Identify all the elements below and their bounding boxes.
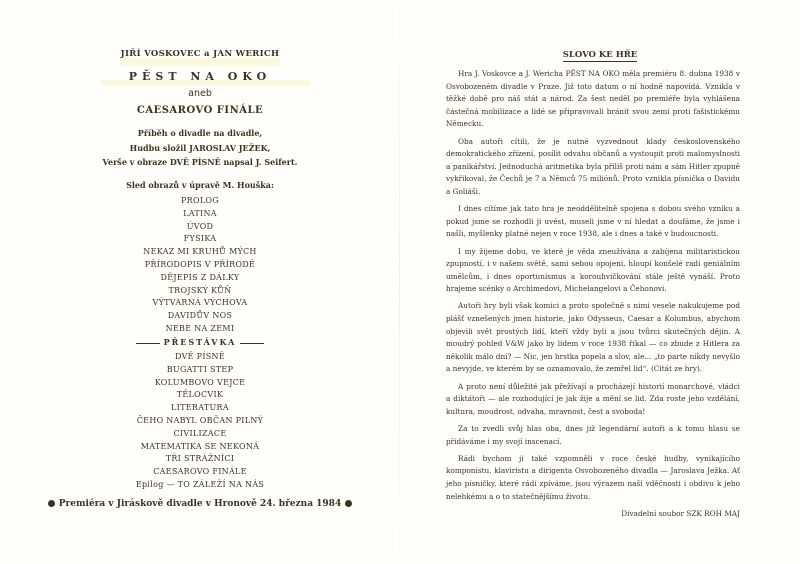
scene-item: TŘI STRÁŽNÍCI [165,454,235,464]
intermission [0,337,400,347]
scene-item: ČEHO NABYL OBČAN PILNÝ [136,415,264,425]
scenes-heading: Sled obrazů v úpravě M. Houška: [126,180,274,190]
scene-list-part1 [0,195,400,336]
section-heading [400,50,800,60]
paragraph: Rádi bychom ji také vzpomněli v roce české hudby, vynikajícího komponistu, klaviristu a dirigenta Osvobozeného divadla — Jaroslava Ježka. Ať jeho písničky, které rádi zpíváme, jsou výrazem naší vděčnosti i obdivu k jeho nelehkému a o to statečnějšímu životu. [446,453,740,501]
bullet-icon [345,500,352,507]
premiere-note [0,499,400,509]
scene-item: BUGATTI STEP [166,364,234,374]
play-subtitle: CAESAROVO FINÁLE [136,105,264,116]
scene-item: MATEMATIKA SE NEKONÁ [140,441,260,451]
credit-line: Hudbu složil JAROSLAV JEŽEK, [129,142,271,153]
scene-item: NEBE NA ZEMI [165,323,235,333]
scene-item: NEKAZ MI KRUHŮ MÝCH [143,247,257,257]
paragraph: I dnes cítíme jak tato hra je neoddělitelně spojena s dobou svého vzniku a pokud jsme se rozhodli ji uvést, museli jsme v ní hledat a doufáme, že jsme i našli, myšlenky platné nejen v roce 1938, ale i dnes a také v budoucnosti. [446,204,740,239]
right-page [400,0,800,564]
scene-item: LITERATURA [171,403,229,413]
premiere-text: Premiéra v Jiráskově divadle v Hronově 24. března 1984 [58,499,342,509]
paragraph: A proto není důležité jak přežívají a procházejí historií monarchové, vládci a diktátoři — ale rozhodující je jak žije a mění se lid. Zda roste jeho vzdělání, kultura, moudrost, odvaha, mravnost, čest a svoboda! [446,381,740,416]
bullet-icon [48,500,55,507]
scene-item: CIVILIZACE [173,428,227,438]
scene-item: PŘÍRODOPIS V PŘÍRODĚ [144,259,256,269]
scene-item: CAESAROVO FINÁLE [153,467,247,477]
credit-line: Příběh o divadle na divadle, [137,128,263,138]
divider [136,343,160,344]
scene-list-part2 [0,351,400,492]
scene-item: Epilog — TO ZÁLEŽÍ NA NÁS [135,479,265,489]
credits [0,126,400,170]
conjunction: aneb [188,88,212,99]
intermission-label: PŘESTÁVKA [163,337,237,347]
scene-item: PROLOG [180,196,220,205]
divider [240,343,264,344]
paragraph: I my žijeme dobu, ve které je věda zneužívána a zabíjena militaristickou zpupností, i v našem světě, sami sebou opojeni, hloupí konšelé radí geniálním umělcům, i dnes oportunismus a korouhvičkování stále ještě vynáší. Proto hrajeme scénky o Archimedovi, Michelangelovi a Čehonovi. [446,246,740,294]
scene-item: DVĚ PÍSNĚ [175,352,225,361]
scene-item: DAVIDŮV NOS [167,311,233,321]
scene-item: LATINA [183,208,217,218]
show-through-mark [120,58,280,66]
paragraph: Autoři hry byli však komici a proto společně s nimi vesele nakukujeme pod plášť vznešených jmen historie, jako Odysseus, Caesar a Kolumbus, abychom objevili svět prostých lidí, kteří vždy byli a jsou tvůrci skutečných dějin. A moudrý pohled V&W jako by lidem v roce 1938 říkal — co zbude z Hitlera za několik málo dní? — Nic, jen hrstka popela a slov, ale... „to parte nikdy nevyšlo a nevyjde, ve kterém by se oznamovalo, že zemřel lid“. (Citát ze hry). [446,301,740,374]
heading-text: SLOVO KE HŘE [562,50,638,60]
play-title: PĚST NA OKO [128,70,272,83]
authors: JIŘÍ VOSKOVEC a JAN WERICH [120,49,280,59]
credit-line: Verše v obraze DVĚ PÍSNĚ napsal J. Seifert. [102,157,298,167]
paragraph: Oba autoři cítili, že je nutné vyzvednout klady československého demokratického zřízení, posílit odvahu občanů a vystoupit proti malomyslnosti a panikářství. Jednoduchá aritmetika byla příliš proti nám a sám Hitler zpupně vykřikoval, že Čechů je 7 a Němců 75 miliónů. Proto vznikla písnička o Davidu a Goliáši. [446,136,740,196]
scene-item: TĚLOCVIK [176,390,224,400]
scene-item: DĚJEPIS Z DÁLKY [160,272,240,282]
scene-item: ÚVOD [186,221,214,231]
scene-item: VÝTVARNÁ VÝCHOVA [152,298,248,308]
scene-item: KOLUMBOVO VEJCE [154,377,246,387]
paragraph: Hra J. Voskovce a J. Wericha PĚST NA OKO měla premiéru 8. dubna 1938 v Osvobozeném divadle v Praze. Již toto datum o ní hodně napovídá. Vznikla v těžké době pro náš stát a národ. Za šest neděl po premiéře byla vyhlášena částečná mobilizace a lidé se připravovali bránit svou zemi proti fašistickému Německu. [446,69,740,129]
article-body [446,68,740,525]
scene-item: TROJSKÝ KŮŇ [168,285,232,295]
paragraph: Za to zvedli svůj hlas oba, dnes již legendární autoři a k tomu hlasu se přidáváme i my svojí inscenací. [446,424,740,446]
signature: Divadelní soubor SZK ROH MAJ [621,508,740,518]
scene-item: FYSIKA [183,234,217,244]
